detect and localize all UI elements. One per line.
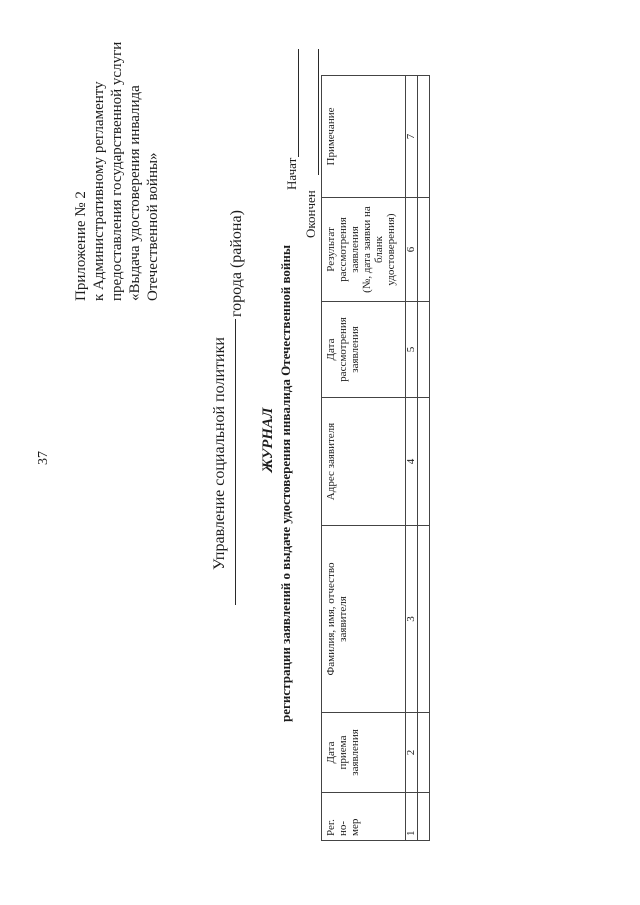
appendix-line: Приложение № 2 [73, 191, 89, 301]
started-blank-line [298, 49, 299, 157]
register-table [321, 75, 430, 841]
appendix-line: к Административному регламенту [91, 81, 107, 301]
appendix-header [72, 42, 162, 301]
header-applicant-name: Фамилия, имя, отчество заявителя [322, 526, 406, 713]
column-number: 5 [406, 302, 418, 398]
blank-cell [418, 198, 430, 302]
finished-blank-line [318, 49, 319, 175]
header-applicant-address: Адрес заявителя [322, 398, 406, 526]
page-number: 37 [36, 451, 51, 465]
column-number-row [406, 76, 418, 841]
blank-cell [418, 526, 430, 713]
header-receipt-date: Дата приема заявления [322, 713, 406, 793]
column-number: 7 [406, 76, 418, 198]
city-blank-line [235, 319, 236, 605]
table-header-row [322, 76, 406, 841]
blank-entry-row [418, 76, 430, 841]
journal-title: ЖУРНАЛ [260, 407, 276, 473]
blank-cell [418, 713, 430, 793]
blank-cell [418, 302, 430, 398]
finished-label: Окончен [303, 190, 318, 238]
city-suffix: города (района) [228, 210, 245, 317]
column-number: 4 [406, 398, 418, 526]
started-label: Начат [284, 157, 299, 190]
blank-cell [418, 398, 430, 526]
header-review-date: Дата рассмотрения заявления [322, 302, 406, 398]
department-name: Управление социальной политики [211, 337, 228, 570]
blank-cell [418, 793, 430, 841]
header-reg-number: Рег. но- мер [322, 793, 406, 841]
appendix-line: «Выдача удостоверения инвалида [127, 85, 143, 301]
journal-subtitle: регистрации заявлений о выдаче удостоверения инвалида Отечественной войны [278, 244, 293, 722]
header-review-result: Результат рассмотрения заявления (№, дата заявки на бланк удостоверения) [322, 198, 406, 302]
appendix-line: Отечественной войны» [145, 152, 161, 301]
column-number: 6 [406, 198, 418, 302]
column-number: 2 [406, 713, 418, 793]
column-number: 1 [406, 793, 418, 841]
header-note: Примечание [322, 76, 406, 198]
column-number: 3 [406, 526, 418, 713]
appendix-line: предоставления государственной услуги [109, 41, 125, 301]
blank-cell [418, 76, 430, 198]
